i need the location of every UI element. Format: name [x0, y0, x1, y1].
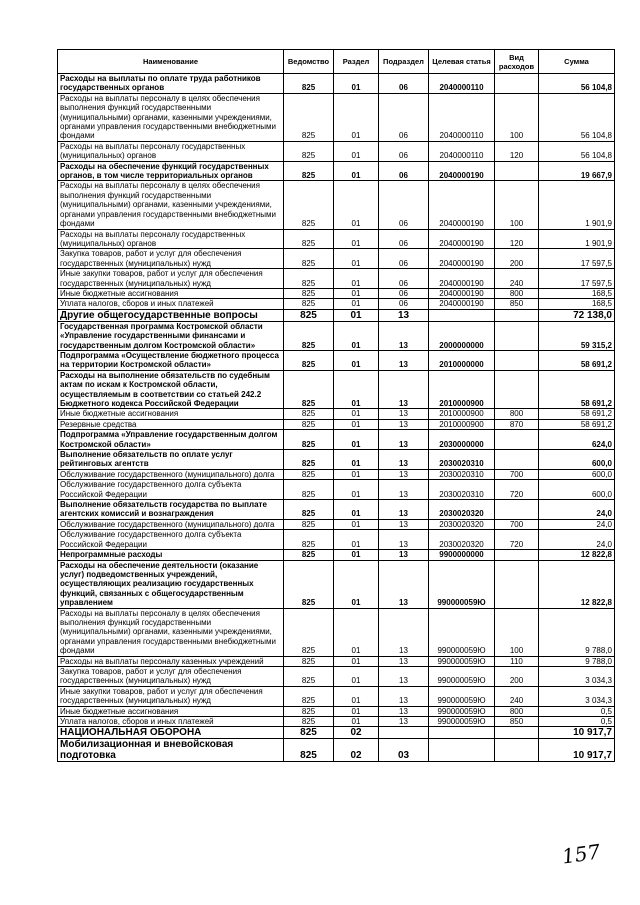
cell-expense-type: 100 [495, 608, 539, 656]
cell-expense-type [495, 161, 539, 181]
cell-amount: 17 597,5 [539, 269, 615, 289]
cell-department: 825 [284, 500, 334, 520]
cell-expense-type: 120 [495, 229, 539, 249]
cell-name: Расходы на выплаты персоналу казенных учреждений [58, 656, 284, 666]
cell-target-item: 2030020310 [429, 480, 495, 500]
table-row [58, 288, 615, 298]
cell-amount: 58 691,2 [539, 370, 615, 409]
cell-department: 825 [284, 74, 334, 94]
cell-amount: 9 788,0 [539, 608, 615, 656]
cell-department: 825 [284, 430, 334, 450]
cell-amount: 72 138,0 [539, 309, 615, 321]
cell-target-item: 9900000000 [429, 550, 495, 560]
cell-department: 825 [284, 370, 334, 409]
cell-subsection: 13 [379, 608, 429, 656]
cell-section: 01 [334, 430, 379, 450]
cell-subsection: 13 [379, 717, 429, 727]
cell-department: 825 [284, 288, 334, 298]
cell-name: Обслуживание государственного (муниципального) долга [58, 469, 284, 479]
cell-subsection: 03 [379, 739, 429, 762]
cell-department: 825 [284, 469, 334, 479]
cell-section: 01 [334, 560, 379, 608]
cell-name: Обслуживание государственного долга субъекта Российской Федерации [58, 530, 284, 550]
cell-section: 01 [334, 666, 379, 686]
cell-amount: 58 691,2 [539, 350, 615, 370]
cell-expense-type [495, 430, 539, 450]
table-row [58, 141, 615, 161]
table-row [58, 560, 615, 608]
budget-table [57, 49, 615, 762]
table-row [58, 321, 615, 350]
table-row [58, 370, 615, 409]
cell-name: Резервные средства [58, 419, 284, 429]
cell-target-item: 990000059Ю [429, 706, 495, 716]
cell-section: 02 [334, 739, 379, 762]
cell-department: 825 [284, 656, 334, 666]
cell-department: 825 [284, 409, 334, 419]
cell-department: 825 [284, 480, 334, 500]
cell-amount: 9 788,0 [539, 656, 615, 666]
cell-section: 01 [334, 288, 379, 298]
cell-expense-type: 100 [495, 181, 539, 229]
cell-name: Расходы на выплаты персоналу в целях обеспечения выполнения функций государственными (муниципальными) органами, казенными учреждениями, органами управления государственными внебюджетными фондами [58, 181, 284, 229]
cell-amount: 1 901,9 [539, 229, 615, 249]
cell-name: Расходы на обеспечение функций государственных органов, в том числе территориальных органов [58, 161, 284, 181]
cell-section: 01 [334, 74, 379, 94]
cell-expense-type [495, 739, 539, 762]
cell-department: 825 [284, 706, 334, 716]
cell-target-item: 2030000000 [429, 430, 495, 450]
cell-subsection: 13 [379, 706, 429, 716]
cell-expense-type: 800 [495, 706, 539, 716]
cell-expense-type: 720 [495, 480, 539, 500]
cell-name: Подпрограмма «Управление государственным долгом Костромской области» [58, 430, 284, 450]
budget-table-sheet [57, 49, 614, 762]
cell-section: 01 [334, 656, 379, 666]
cell-target-item: 2040000190 [429, 161, 495, 181]
cell-amount: 12 822,8 [539, 550, 615, 560]
cell-amount: 168,5 [539, 288, 615, 298]
cell-expense-type [495, 321, 539, 350]
cell-expense-type: 240 [495, 269, 539, 289]
cell-section: 01 [334, 550, 379, 560]
cell-section: 01 [334, 370, 379, 409]
cell-name: Государственная программа Костромской области «Управление государственными финансами и государственным долгом Костромской области» [58, 321, 284, 350]
cell-name: Уплата налогов, сборов и иных платежей [58, 299, 284, 309]
cell-target-item: 2030020310 [429, 450, 495, 470]
table-row [58, 608, 615, 656]
cell-department: 825 [284, 161, 334, 181]
table-row [58, 666, 615, 686]
cell-subsection: 13 [379, 321, 429, 350]
cell-subsection: 06 [379, 181, 429, 229]
cell-expense-type: 850 [495, 299, 539, 309]
cell-name: Расходы на выплаты персоналу в целях обеспечения выполнения функций государственными (муниципальными) органами, казенными учреждениями, органами управления государственными внебюджетными фондами [58, 608, 284, 656]
table-row [58, 530, 615, 550]
table-row [58, 430, 615, 450]
cell-amount: 58 691,2 [539, 409, 615, 419]
cell-expense-type: 100 [495, 93, 539, 141]
cell-target-item: 2010000900 [429, 370, 495, 409]
table-row [58, 480, 615, 500]
cell-section: 01 [334, 706, 379, 716]
cell-amount: 24,0 [539, 500, 615, 520]
cell-expense-type [495, 309, 539, 321]
table-row [58, 350, 615, 370]
table-row [58, 181, 615, 229]
cell-subsection: 13 [379, 519, 429, 529]
handwritten-page-number: 157 [560, 839, 602, 869]
cell-name: Непрограммные расходы [58, 550, 284, 560]
cell-name: Обслуживание государственного долга субъекта Российской Федерации [58, 480, 284, 500]
cell-section: 01 [334, 450, 379, 470]
cell-subsection: 06 [379, 269, 429, 289]
cell-amount: 17 597,5 [539, 249, 615, 269]
cell-subsection [379, 727, 429, 739]
cell-expense-type: 720 [495, 530, 539, 550]
cell-target-item: 2000000000 [429, 321, 495, 350]
cell-amount: 0,5 [539, 717, 615, 727]
cell-name: Расходы на выплаты по оплате труда работников государственных органов [58, 74, 284, 94]
cell-name: Выполнение обязательств государства по выплате агентских комиссий и вознаграждения [58, 500, 284, 520]
cell-name: Расходы на выполнение обязательств по судебным актам по искам к Костромской области, осуществляемым в соответствии со статьей 242.2 Бюджетного кодекса Российской Федерации [58, 370, 284, 409]
cell-name: Иные бюджетные ассигнования [58, 706, 284, 716]
table-row [58, 299, 615, 309]
cell-subsection: 06 [379, 288, 429, 298]
cell-expense-type: 240 [495, 686, 539, 706]
cell-expense-type [495, 74, 539, 94]
cell-target-item [429, 309, 495, 321]
table-row [58, 309, 615, 321]
cell-section: 01 [334, 500, 379, 520]
cell-target-item [429, 739, 495, 762]
cell-subsection: 13 [379, 469, 429, 479]
cell-target-item: 2040000190 [429, 269, 495, 289]
cell-department: 825 [284, 249, 334, 269]
cell-section: 02 [334, 727, 379, 739]
cell-amount: 600,0 [539, 450, 615, 470]
table-row [58, 419, 615, 429]
cell-section: 01 [334, 269, 379, 289]
cell-name: Расходы на выплаты персоналу в целях обеспечения выполнения функций государственными (муниципальными) органами, казенными учреждениями, органами управления государственными внебюджетными фондами [58, 93, 284, 141]
cell-expense-type: 110 [495, 656, 539, 666]
table-body [58, 74, 615, 762]
cell-subsection: 13 [379, 350, 429, 370]
col-header-target-item: Целевая статья [429, 50, 495, 74]
cell-department: 825 [284, 686, 334, 706]
cell-expense-type [495, 727, 539, 739]
cell-name: Мобилизационная и вневойсковая подготовка [58, 739, 284, 762]
cell-expense-type: 200 [495, 666, 539, 686]
cell-section: 01 [334, 93, 379, 141]
cell-section: 01 [334, 530, 379, 550]
cell-name: Закупка товаров, работ и услуг для обеспечения государственных (муниципальных) нужд [58, 249, 284, 269]
cell-section: 01 [334, 299, 379, 309]
cell-amount: 0,5 [539, 706, 615, 716]
cell-name: Расходы на выплаты персоналу государственных (муниципальных) органов [58, 229, 284, 249]
cell-subsection: 13 [379, 686, 429, 706]
col-header-department: Ведомство [284, 50, 334, 74]
cell-section: 01 [334, 409, 379, 419]
cell-subsection: 13 [379, 450, 429, 470]
cell-amount: 59 315,2 [539, 321, 615, 350]
cell-section: 01 [334, 480, 379, 500]
cell-section: 01 [334, 350, 379, 370]
table-row [58, 93, 615, 141]
cell-department: 825 [284, 321, 334, 350]
cell-subsection: 13 [379, 550, 429, 560]
cell-department: 825 [284, 519, 334, 529]
cell-subsection: 13 [379, 409, 429, 419]
cell-expense-type [495, 560, 539, 608]
cell-subsection: 13 [379, 560, 429, 608]
cell-amount: 19 667,9 [539, 161, 615, 181]
table-row [58, 717, 615, 727]
cell-amount: 168,5 [539, 299, 615, 309]
cell-name: Расходы на обеспечение деятельности (оказание услуг) подведомственных учреждений, осуществляющих реализацию государственных функций, связанных с общегосударственным управлением [58, 560, 284, 608]
cell-name: Иные бюджетные ассигнования [58, 409, 284, 419]
table-row [58, 727, 615, 739]
cell-expense-type: 120 [495, 141, 539, 161]
cell-department: 825 [284, 93, 334, 141]
cell-subsection: 06 [379, 161, 429, 181]
cell-target-item: 2040000190 [429, 288, 495, 298]
cell-target-item: 990000059Ю [429, 686, 495, 706]
cell-expense-type: 700 [495, 519, 539, 529]
cell-target-item: 2040000110 [429, 93, 495, 141]
cell-amount: 3 034,3 [539, 666, 615, 686]
table-row [58, 500, 615, 520]
cell-section: 01 [334, 519, 379, 529]
cell-expense-type [495, 350, 539, 370]
cell-subsection: 13 [379, 530, 429, 550]
table-row [58, 450, 615, 470]
cell-name: Другие общегосударственные вопросы [58, 309, 284, 321]
cell-section: 01 [334, 141, 379, 161]
cell-target-item: 2040000110 [429, 141, 495, 161]
cell-section: 01 [334, 419, 379, 429]
cell-name: НАЦИОНАЛЬНАЯ ОБОРОНА [58, 727, 284, 739]
cell-department: 825 [284, 560, 334, 608]
cell-target-item: 2040000190 [429, 181, 495, 229]
table-row [58, 229, 615, 249]
cell-name: Уплата налогов, сборов и иных платежей [58, 717, 284, 727]
cell-expense-type: 700 [495, 469, 539, 479]
cell-subsection: 06 [379, 249, 429, 269]
cell-amount: 56 104,8 [539, 141, 615, 161]
cell-amount: 3 034,3 [539, 686, 615, 706]
cell-department: 825 [284, 450, 334, 470]
table-row [58, 269, 615, 289]
cell-expense-type [495, 450, 539, 470]
cell-amount: 10 917,7 [539, 739, 615, 762]
cell-name: Обслуживание государственного (муниципального) долга [58, 519, 284, 529]
cell-amount: 24,0 [539, 519, 615, 529]
col-header-expense-type: Вид расходов [495, 50, 539, 74]
col-header-subsection: Подраздел [379, 50, 429, 74]
cell-expense-type [495, 500, 539, 520]
cell-target-item: 990000059Ю [429, 608, 495, 656]
cell-department: 825 [284, 299, 334, 309]
cell-section: 01 [334, 608, 379, 656]
table-row [58, 519, 615, 529]
cell-subsection: 06 [379, 299, 429, 309]
cell-section: 01 [334, 309, 379, 321]
cell-section: 01 [334, 469, 379, 479]
table-row [58, 656, 615, 666]
cell-target-item [429, 727, 495, 739]
cell-target-item: 990000059Ю [429, 560, 495, 608]
cell-department: 825 [284, 419, 334, 429]
table-row [58, 469, 615, 479]
cell-section: 01 [334, 717, 379, 727]
cell-department: 825 [284, 309, 334, 321]
cell-expense-type: 200 [495, 249, 539, 269]
cell-amount: 24,0 [539, 530, 615, 550]
cell-name: Расходы на выплаты персоналу государственных (муниципальных) органов [58, 141, 284, 161]
cell-expense-type: 850 [495, 717, 539, 727]
table-row [58, 74, 615, 94]
cell-target-item: 2040000190 [429, 229, 495, 249]
cell-amount: 58 691,2 [539, 419, 615, 429]
cell-name: Иные закупки товаров, работ и услуг для обеспечения государственных (муниципальных) нужд [58, 269, 284, 289]
cell-target-item: 990000059Ю [429, 717, 495, 727]
cell-expense-type [495, 550, 539, 560]
cell-target-item: 2040000190 [429, 249, 495, 269]
cell-section: 01 [334, 181, 379, 229]
cell-target-item: 990000059Ю [429, 666, 495, 686]
cell-subsection: 06 [379, 93, 429, 141]
cell-department: 825 [284, 550, 334, 560]
cell-subsection: 06 [379, 141, 429, 161]
table-row [58, 161, 615, 181]
col-header-name: Наименование [58, 50, 284, 74]
cell-amount: 600,0 [539, 469, 615, 479]
cell-subsection: 13 [379, 656, 429, 666]
cell-section: 01 [334, 249, 379, 269]
cell-amount: 624,0 [539, 430, 615, 450]
cell-subsection: 13 [379, 309, 429, 321]
cell-expense-type [495, 370, 539, 409]
cell-amount: 56 104,8 [539, 93, 615, 141]
cell-department: 825 [284, 727, 334, 739]
cell-department: 825 [284, 530, 334, 550]
cell-subsection: 13 [379, 500, 429, 520]
table-row [58, 686, 615, 706]
cell-subsection: 13 [379, 480, 429, 500]
cell-department: 825 [284, 229, 334, 249]
cell-section: 01 [334, 161, 379, 181]
cell-subsection: 13 [379, 666, 429, 686]
table-row [58, 550, 615, 560]
cell-expense-type: 800 [495, 409, 539, 419]
cell-target-item: 2040000190 [429, 299, 495, 309]
cell-amount: 600,0 [539, 480, 615, 500]
cell-department: 825 [284, 608, 334, 656]
cell-name: Подпрограмма «Осуществление бюджетного процесса на территории Костромской области» [58, 350, 284, 370]
table-row [58, 739, 615, 762]
cell-amount: 56 104,8 [539, 74, 615, 94]
cell-subsection: 06 [379, 229, 429, 249]
cell-name: Закупка товаров, работ и услуг для обеспечения государственных (муниципальных) нужд [58, 666, 284, 686]
cell-subsection: 13 [379, 370, 429, 409]
cell-name: Выполнение обязательств по оплате услуг рейтинговых агентств [58, 450, 284, 470]
cell-department: 825 [284, 717, 334, 727]
cell-name: Иные бюджетные ассигнования [58, 288, 284, 298]
cell-amount: 1 901,9 [539, 181, 615, 229]
table-row [58, 409, 615, 419]
col-header-amount: Сумма [539, 50, 615, 74]
cell-target-item: 2030020310 [429, 469, 495, 479]
cell-target-item: 2030020320 [429, 530, 495, 550]
cell-target-item: 2030020320 [429, 519, 495, 529]
cell-expense-type: 800 [495, 288, 539, 298]
cell-amount: 10 917,7 [539, 727, 615, 739]
col-header-section: Раздел [334, 50, 379, 74]
cell-target-item: 990000059Ю [429, 656, 495, 666]
cell-target-item: 2010000900 [429, 409, 495, 419]
cell-department: 825 [284, 141, 334, 161]
cell-department: 825 [284, 350, 334, 370]
cell-target-item: 2010000000 [429, 350, 495, 370]
cell-subsection: 13 [379, 419, 429, 429]
table-header-row [58, 50, 615, 74]
cell-department: 825 [284, 269, 334, 289]
cell-subsection: 06 [379, 74, 429, 94]
cell-amount: 12 822,8 [539, 560, 615, 608]
table-row [58, 249, 615, 269]
cell-target-item: 2030020320 [429, 500, 495, 520]
cell-department: 825 [284, 666, 334, 686]
cell-name: Иные закупки товаров, работ и услуг для обеспечения государственных (муниципальных) нужд [58, 686, 284, 706]
table-row [58, 706, 615, 716]
cell-section: 01 [334, 321, 379, 350]
cell-section: 01 [334, 229, 379, 249]
cell-section: 01 [334, 686, 379, 706]
cell-department: 825 [284, 181, 334, 229]
cell-target-item: 2010000900 [429, 419, 495, 429]
cell-target-item: 2040000110 [429, 74, 495, 94]
cell-department: 825 [284, 739, 334, 762]
cell-subsection: 13 [379, 430, 429, 450]
cell-expense-type: 870 [495, 419, 539, 429]
